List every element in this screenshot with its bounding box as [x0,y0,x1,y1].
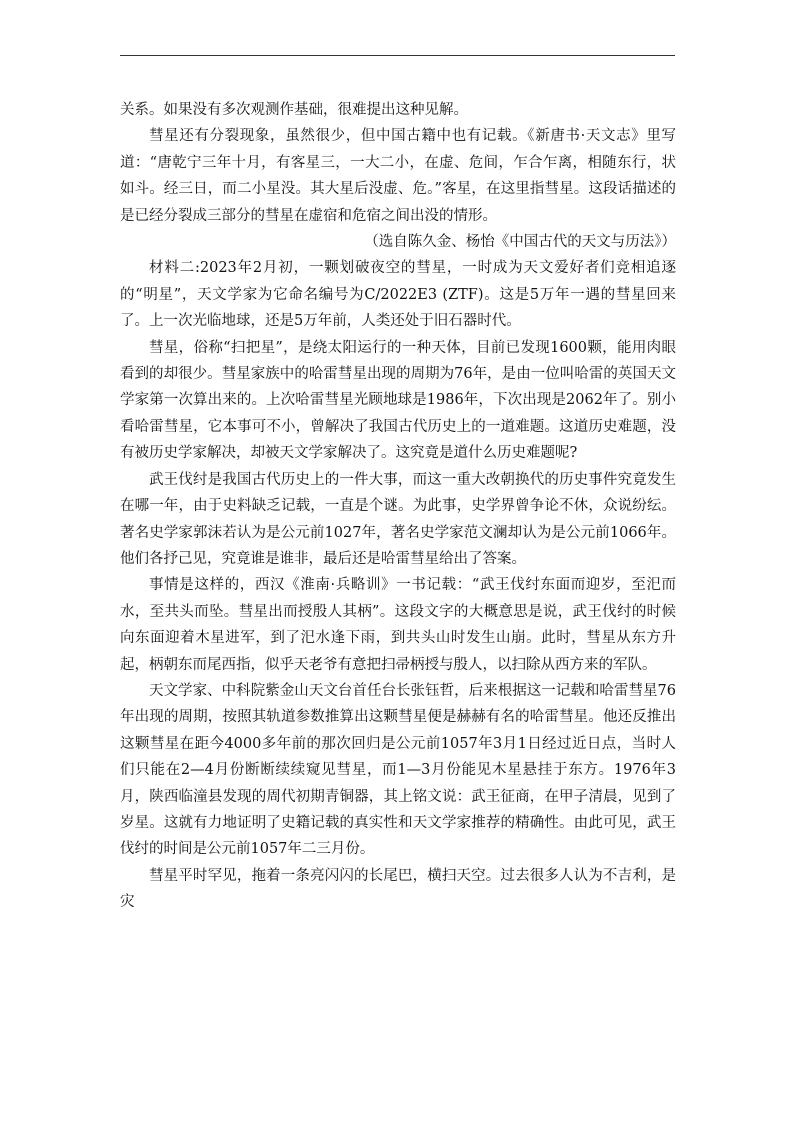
paragraph-comet-splitting: 彗星还有分裂现象，虽然很少，但中国古籍中也有记载。《新唐书·天文志》里写道：“唐乾宁三年十月，有客星三，一大二小，在虚、危间，乍合乍离，相随东行，状如斗。经三日，而二小星没。其大星后没虚、危。”客星，在这里指彗星。这段话描述的是已经分裂成三部分的彗星在虚宿和危宿之间出没的情形。 [120,128,676,224]
source-citation: （选自陈久金、杨怡《中国古代的天文与历法》） [364,234,676,251]
paragraph-wuwang-question: 武王伐纣是我国古代历史上的一件大事，而这一重大改朝换代的历史事件究竟发生在哪一年，由于史料缺乏记载，一直是个谜。为此事，史学界曾争论不休，众说纷纭。著名史学家郭沫若认为是公元前1027年，著名史学家范文澜却认为是公元前1066年。他们各抒己见，究竟谁是谁非，最后还是哈雷彗星给出了答案。 [120,471,676,567]
paragraph-material-two: 材料二:2023年2月初，一颗划破夜空的彗星，一时成为天文爱好者们竞相追逐的“明星”，天文学家为它命名编号为C/2022E3 (ZTF)。这是5万年一遇的彗星回来了。上一次光临地球，还是5万年前，人类还处于旧石器时代。 [120,260,676,330]
header-rule [120,55,675,56]
paragraph-huainan-record: 事情是这样的，西汉《淮南·兵略训》一书记载：“武王伐纣东面而迎岁，至汜而水，至共头而坠。彗星出而授殷人其柄”。这段文字的大概意思是说，武王伐纣的时候向东面迎着木星进军，到了汜水逢下雨，到共头山时发生山崩。此时，彗星从东方升起，柄朝东而尾西指，似乎天老爷有意把扫帚柄授与殷人，以扫除从西方来的军队。 [120,577,676,673]
paragraph-zhang-yuzhe: 天文学家、中科院紫金山天文台首任台长张钰哲，后来根据这一记载和哈雷彗星76年出现的周期，按照其轨道参数推算出这颗彗星便是赫赫有名的哈雷彗星。他还反推出这颗彗星在距今4000多年前的那次回归是公元前1057年3月1日经过近日点，当时人们只能在2—4月份断断续续窥见彗星，而1—3月份能见木星悬挂于东方。1976年3月，陕西临潼县发现的周代初期青铜器，其上铭文说：武王征商，在甲子清晨，见到了岁星。这就有力地证明了史籍记载的真实性和天文学家推荐的精确性。由此可见，武王伐纣的时间是公元前1057年二三月份。 [120,682,676,858]
paragraph-continuation: 关系。如果没有多次观测作基础，很难提出这种见解。 [120,102,468,118]
paragraph-comet-omen: 彗星平时罕见，拖着一条亮闪闪的长尾巴，横扫天空。过去很多人认为不吉利，是灾 [120,867,676,911]
paragraph-halley-intro: 彗星，俗称“扫把星”，是绕太阳运行的一种天体，目前已发现1600颗，能用肉眼看到的却很少。彗星家族中的哈雷彗星出现的周期为76年，是由一位叫哈雷的英国天文学家第一次算出来的。上次哈雷彗星光顾地球是1986年，下次出现是2062年了。别小看哈雷彗星，它本事可不小，曾解决了我国古代历史上的一道难题。这道历史难题，没有被历史学家解决，却被天文学家解决了。这究竟是道什么历史难题呢? [120,339,676,462]
article-body [120,97,676,916]
